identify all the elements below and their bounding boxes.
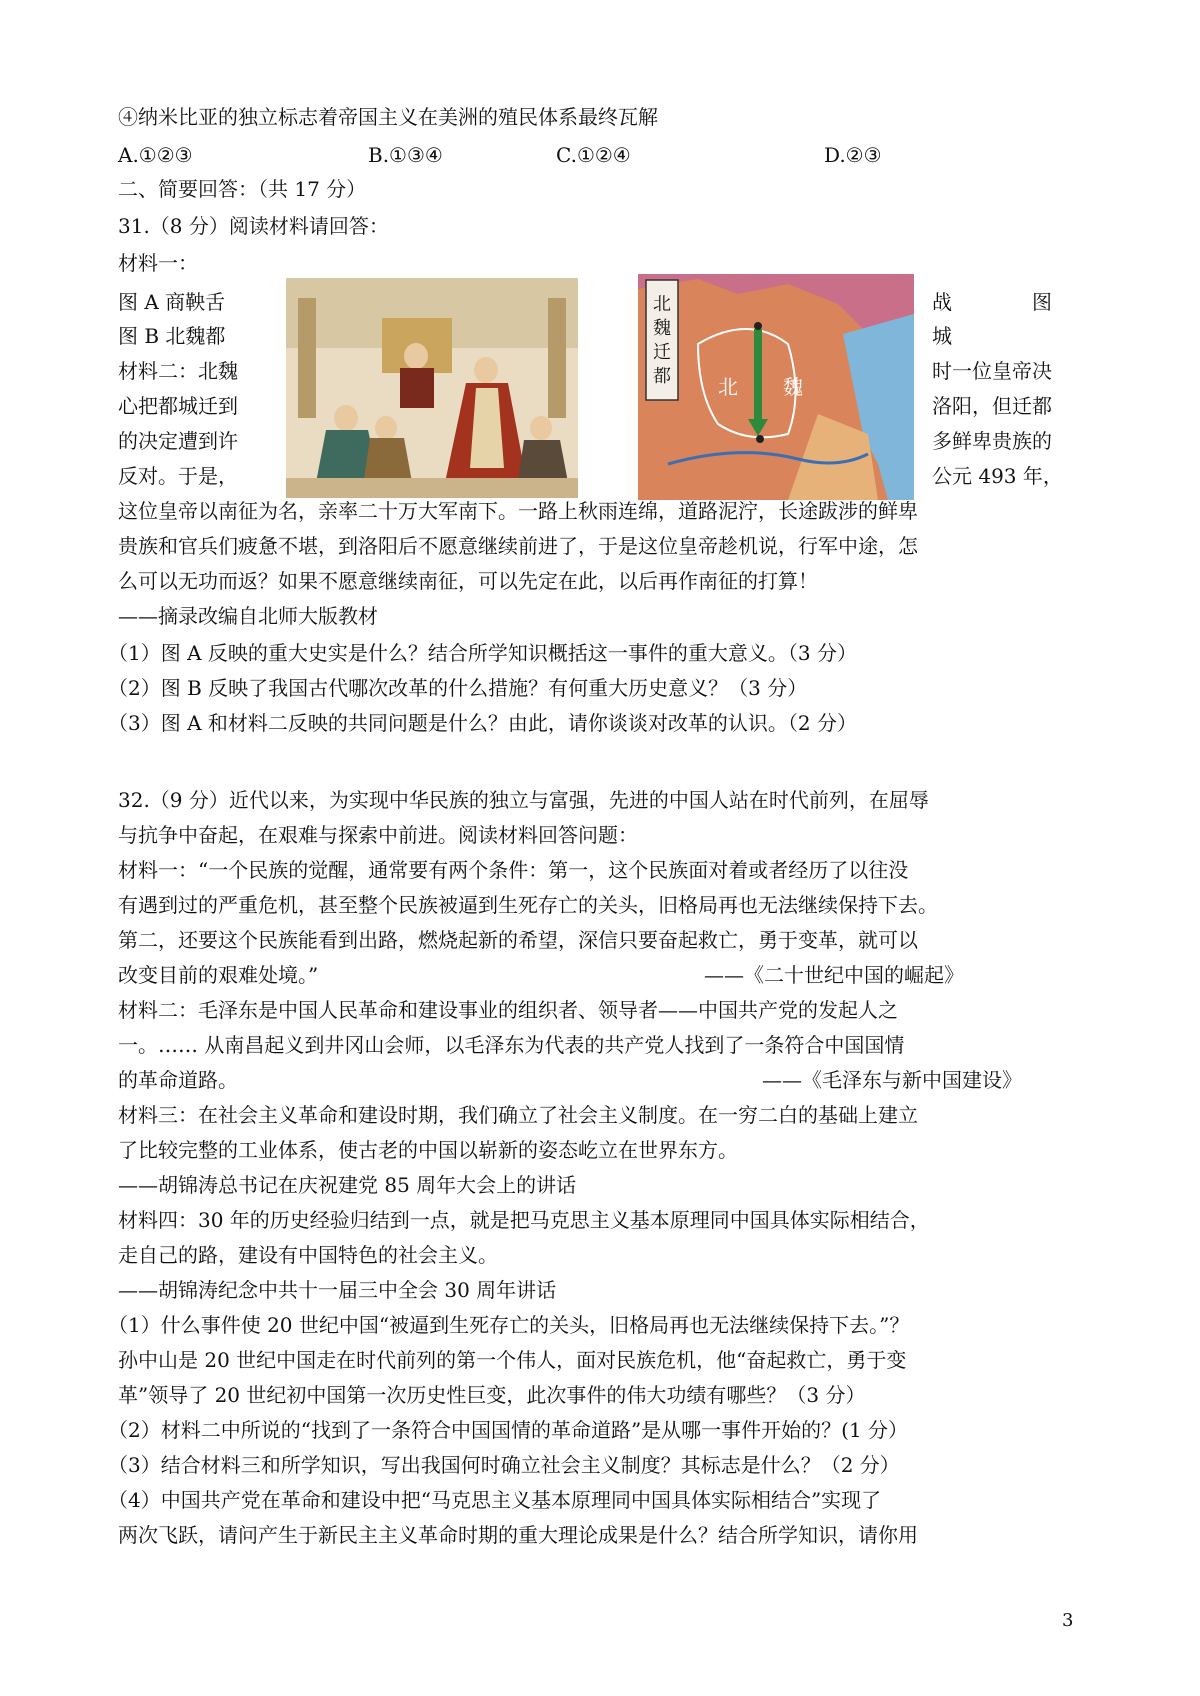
image-b-map: [638, 274, 914, 500]
q31-question-2: （2）图 B 反映了我国古代哪次改革的什么措施？有何重大历史意义？（3 分）: [108, 676, 808, 700]
q31-stem: 31.（8 分）阅读材料请回答：: [118, 214, 389, 238]
left-line-5: 的决定遭到许: [118, 429, 238, 453]
q32-line-12: ——胡锦涛总书记在庆祝建党 85 周年大会上的讲话: [118, 1173, 577, 1197]
q32-line-2: 与抗争中奋起，在艰难与探索中前进。阅读材料回答问题：: [118, 823, 638, 847]
q31-para-3: 么可以无功而返？如果不愿意继续南征，可以先定在此，以后再作南征的打算！: [118, 569, 818, 593]
right-line-6: 公元 493 年，: [932, 464, 1063, 488]
image-a-painting: [286, 278, 578, 498]
right-line-2: 城: [932, 324, 952, 348]
svg-text:魏: 魏: [783, 375, 803, 399]
left-line-4: 心把都城迁到: [118, 394, 238, 418]
q32-line-15: ——胡锦涛纪念中共十一届三中全会 30 周年讲话: [118, 1278, 557, 1302]
q32-line-16: （1）什么事件使 20 世纪中国“被逼到生死存亡的关头，旧格局再也无法继续保持下去。”？: [108, 1313, 910, 1337]
q32-line-4: 有遇到过的严重危机，甚至整个民族被逼到生死存亡的关头，旧格局再也无法继续保持下去。: [118, 893, 938, 917]
q32-line-22: 两次飞跃，请问产生于新民主主义革命时期的重大理论成果是什么？结合所学知识，请你用: [118, 1523, 918, 1547]
q32-line-6: 改变目前的艰难处境。”: [118, 963, 319, 987]
svg-text:北: 北: [718, 375, 738, 399]
q30-item4: ④纳米比亚的独立标志着帝国主义在美洲的殖民体系最终瓦解: [118, 105, 658, 129]
left-line-2: 图 B 北魏都: [118, 324, 226, 348]
page-number: 3: [1062, 1610, 1074, 1631]
option-a: A.①②③: [118, 143, 193, 167]
option-b: B.①③④: [368, 143, 443, 167]
option-c: C.①②④: [556, 143, 631, 167]
q32-line-1: 32.（9 分）近代以来，为实现中华民族的独立与富强，先进的中国人站在时代前列，在屈辱: [118, 788, 929, 812]
svg-text:都: 都: [653, 366, 671, 387]
q32-attribution-1: ——《二十世纪中国的崛起》: [704, 963, 964, 987]
q31-question-1: （1）图 A 反映的重大史实是什么？结合所学知识概括这一事件的重大意义。（3 分）: [108, 641, 857, 665]
section-title: 二、简要回答：（共 17 分）: [118, 177, 367, 201]
q31-para-2: 贵族和官兵们疲惫不堪，到洛阳后不愿意继续前进了，于是这位皇帝趁机说，行军中途，怎: [118, 534, 918, 558]
right-line-1: 战 图: [932, 290, 1052, 314]
q32-line-18: 革”领导了 20 世纪初中国第一次历史性巨变，此次事件的伟大功绩有哪些？（3 分）: [118, 1383, 866, 1407]
q32-line-5: 第二，还要这个民族能看到出路，燃烧起新的希望，深信只要奋起救亡，勇于变革，就可以: [118, 928, 918, 952]
svg-text:迁: 迁: [653, 342, 671, 363]
left-line-6: 反对。于是，: [118, 464, 238, 488]
q31-material1-label: 材料一：: [118, 251, 198, 275]
q32-line-8: 一。…… 从南昌起义到井冈山会师，以毛泽东为代表的共产党人找到了一条符合中国国情: [118, 1033, 905, 1057]
map-illustration: [638, 274, 914, 500]
painting-illustration: [286, 278, 578, 498]
q32-line-14: 走自己的路，建设有中国特色的社会主义。: [118, 1243, 498, 1267]
option-d: D.②③: [824, 143, 882, 167]
q32-line-21: （4）中国共产党在革命和建设中把“马克思主义基本原理同中国具体实际相结合”实现了: [108, 1488, 882, 1512]
q32-line-17: 孙中山是 20 世纪中国走在时代前列的第一个伟人，面对民族危机，他“奋起救亡，勇于变: [118, 1348, 907, 1372]
right-line-5: 多鲜卑贵族的: [932, 429, 1052, 453]
q32-line-10: 材料三：在社会主义革命和建设时期，我们确立了社会主义制度。在一穷二白的基础上建立: [118, 1103, 918, 1127]
left-line-1: 图 A 商鞅舌: [118, 290, 226, 314]
q31-question-3: （3）图 A 和材料二反映的共同问题是什么？由此，请你谈谈对改革的认识。（2 分）: [108, 711, 857, 735]
q32-line-19: （2）材料二中所说的“找到了一条符合中国国情的革命道路”是从哪一事件开始的？(1 分）: [108, 1418, 909, 1442]
q32-line-9: 的革命道路。: [118, 1068, 238, 1092]
q32-line-11: 了比较完整的工业体系，使古老的中国以崭新的姿态屹立在世界东方。: [118, 1138, 738, 1162]
q32-line-13: 材料四：30 年的历史经验归结到一点，就是把马克思主义基本原理同中国具体实际相结合，: [118, 1208, 930, 1232]
right-line-4: 洛阳，但迁都: [932, 394, 1052, 418]
q32-line-7: 材料二：毛泽东是中国人民革命和建设事业的组织者、领导者——中国共产党的发起人之: [118, 998, 898, 1022]
q32-line-20: （3）结合材料三和所学知识，写出我国何时确立社会主义制度？其标志是什么？（2 分）: [108, 1453, 900, 1477]
q32-line-3: 材料一：“一个民族的觉醒，通常要有两个条件：第一，这个民族面对着或者经历了以往没: [118, 858, 909, 882]
left-line-3: 材料二：北魏: [118, 359, 238, 383]
q31-source: ——摘录改编自北师大版教材: [118, 604, 378, 628]
svg-text:北: 北: [653, 294, 671, 315]
q31-para-1: 这位皇帝以南征为名，亲率二十万大军南下。一路上秋雨连绵，道路泥泞，长途跋涉的鲜卑: [118, 499, 918, 523]
right-line-3: 时一位皇帝决: [932, 359, 1052, 383]
svg-text:魏: 魏: [653, 318, 671, 339]
q32-attribution-2: ——《毛泽东与新中国建设》: [762, 1068, 1022, 1092]
